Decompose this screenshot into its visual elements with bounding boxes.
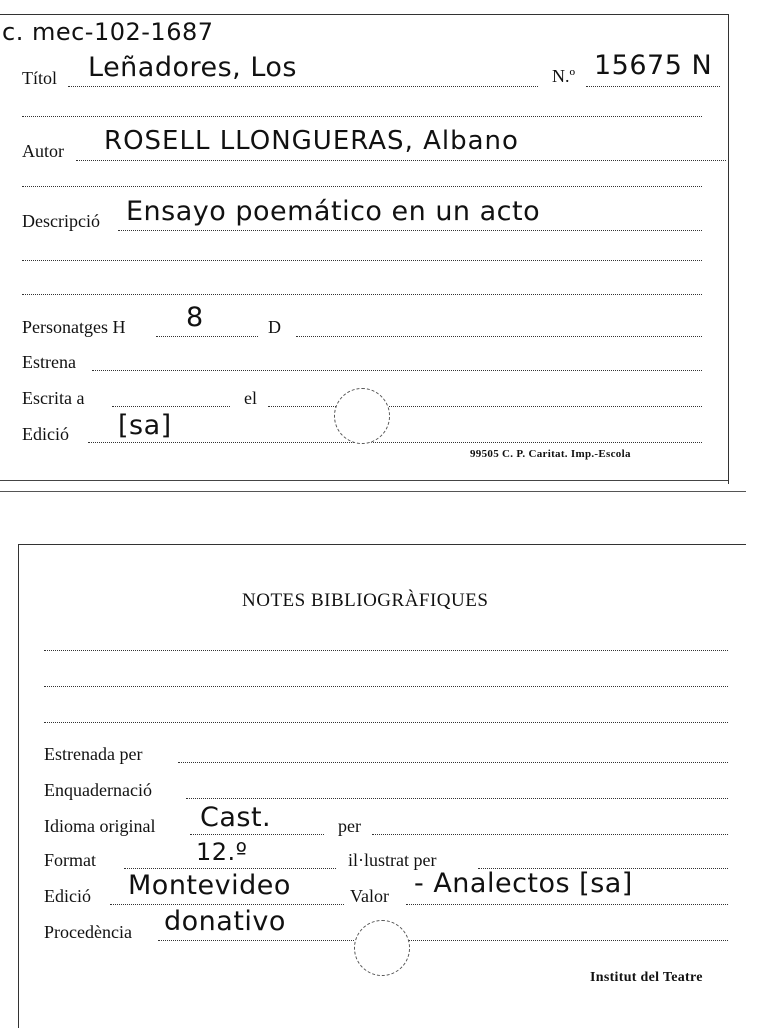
card2-left-border xyxy=(18,544,19,1028)
titol-label: Títol xyxy=(22,68,57,88)
punch-hole xyxy=(334,388,390,444)
catalog-card-top xyxy=(0,0,759,495)
idioma-per-label: per xyxy=(338,816,361,836)
descripcio-value: Ensayo poemático en un acto xyxy=(126,196,541,227)
blank-line-1 xyxy=(22,116,702,117)
valor-value: - Analectos [sa] xyxy=(414,868,633,899)
procedencia-line xyxy=(158,940,728,941)
punch-hole-2 xyxy=(354,920,410,976)
personatges-label: Personatges H xyxy=(22,317,126,337)
card-bottom-border xyxy=(0,480,728,481)
institution-imprint: Institut del Teatre xyxy=(590,970,703,985)
card2-heading: NOTES BIBLIOGRÀFIQUES xyxy=(242,590,489,611)
estrena-label: Estrena xyxy=(22,352,76,372)
escrita-el-label: el xyxy=(244,388,257,408)
scan-separator-line xyxy=(0,491,746,492)
edicio-value: [sa] xyxy=(118,410,172,441)
escrita-el-line xyxy=(268,406,702,407)
edicio-line xyxy=(88,442,702,443)
autor-value: ROSELL LLONGUERAS, Albano xyxy=(104,126,519,156)
edicio-label: Edició xyxy=(22,424,69,444)
card2-edicio-value: Montevideo xyxy=(128,870,291,901)
personatges-h-value: 8 xyxy=(186,302,204,333)
descripcio-line xyxy=(118,230,702,231)
autor-label: Autor xyxy=(22,141,64,161)
escrita-line xyxy=(112,406,230,407)
idioma-per-line xyxy=(372,834,728,835)
card2-edicio-line xyxy=(110,904,344,905)
numero-label: N.º xyxy=(552,66,576,86)
titol-line xyxy=(68,86,538,87)
personatges-h-line xyxy=(156,336,258,337)
catalog-card-bottom xyxy=(0,520,759,1028)
blank-line-3 xyxy=(22,260,702,261)
personatges-d-label: D xyxy=(268,317,281,337)
descripcio-label: Descripció xyxy=(22,211,100,231)
notes-line-1 xyxy=(44,650,728,651)
idioma-line xyxy=(190,834,324,835)
printer-imprint: 99505 C. P. Caritat. Imp.-Escola xyxy=(470,448,631,460)
blank-line-2 xyxy=(22,186,702,187)
enquadernacio-label: Enquadernació xyxy=(44,780,152,800)
card-top-border xyxy=(0,14,728,15)
escrita-label: Escrita a xyxy=(22,388,85,408)
reference-code: c. mec-102-1687 xyxy=(2,18,214,46)
enquadernacio-line xyxy=(186,798,728,799)
estrena-line xyxy=(92,370,702,371)
idioma-value: Cast. xyxy=(200,802,272,833)
numero-value: 15675 N xyxy=(594,50,713,81)
card-right-border xyxy=(728,14,729,484)
titol-value: Leñadores, Los xyxy=(88,52,297,83)
format-line xyxy=(124,868,336,869)
notes-line-2 xyxy=(44,686,728,687)
format-label: Format xyxy=(44,850,96,870)
personatges-d-line xyxy=(296,336,702,337)
estrenada-label: Estrenada per xyxy=(44,744,143,764)
estrenada-line xyxy=(178,762,728,763)
blank-line-4 xyxy=(22,294,702,295)
notes-line-3 xyxy=(44,722,728,723)
illustrat-label: il·lustrat per xyxy=(348,850,437,870)
numero-line xyxy=(586,86,720,87)
card2-top-border xyxy=(18,544,746,545)
card2-edicio-label: Edició xyxy=(44,886,91,906)
procedencia-label: Procedència xyxy=(44,922,132,942)
autor-line xyxy=(76,160,726,161)
format-value: 12.º xyxy=(196,838,248,866)
procedencia-value: donativo xyxy=(164,906,286,937)
valor-line xyxy=(406,904,728,905)
valor-label: Valor xyxy=(350,886,389,906)
idioma-label: Idioma original xyxy=(44,816,156,836)
